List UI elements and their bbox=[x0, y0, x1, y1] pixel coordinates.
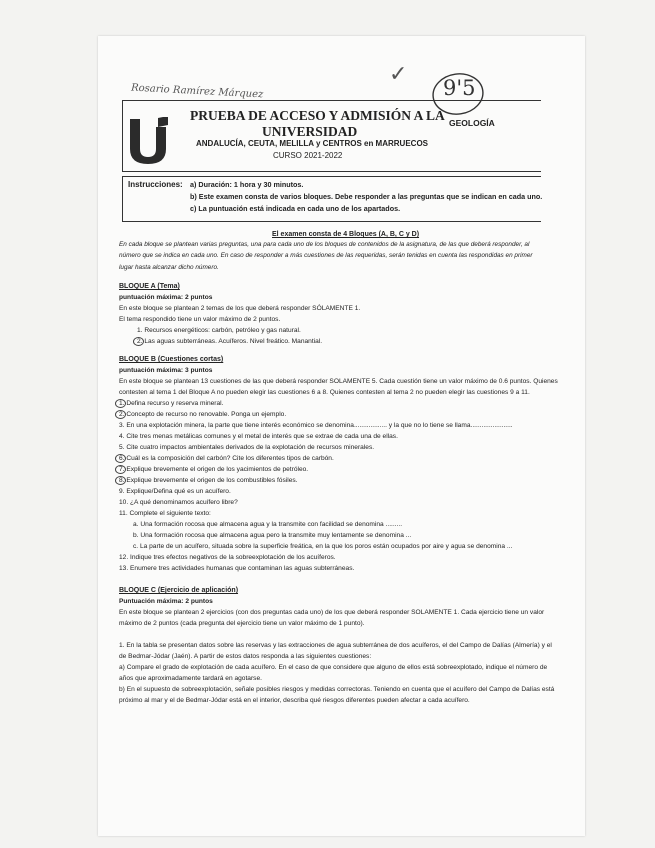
bloque-b-title: BLOQUE B (Cuestiones cortas) bbox=[119, 356, 224, 363]
selection-circle-icon bbox=[115, 465, 126, 474]
checkmark-icon: ✓ bbox=[389, 62, 408, 87]
exercise-line: a) Compare el grado de explotación de cada acuífero. En el caso de que considere que alguno de ellos está sobreexplotado, indique el número de bbox=[119, 664, 548, 671]
question-item: 9. Explique/Defina qué es un acuífero. bbox=[119, 488, 231, 495]
bloque-a-score: puntuación máxima: 2 puntos bbox=[119, 294, 213, 301]
question-item: 4. Cite tres menas metálicas comunes y el metal de interés que se extrae de cada una de ellas. bbox=[119, 433, 398, 440]
exam-title-line2: UNIVERSIDAD bbox=[262, 124, 358, 139]
question-item: 12. Indique tres efectos negativos de la sobreexplotación de los acuíferos. bbox=[119, 554, 336, 561]
grade-mark: 9'5 bbox=[443, 76, 476, 100]
question-item: 11. Complete el siguiente texto: bbox=[119, 510, 211, 517]
question-item: 6. Cuál es la composición del carbón? Cite los diferentes tipos de carbón. bbox=[119, 455, 334, 462]
bloque-c-line: En este bloque se plantean 2 ejercicios (con dos preguntas cada uno) de los que deberá responder SOLAMENTE 1. Cada ejercicio tiene un valor bbox=[119, 609, 545, 616]
intro-line: En cada bloque se plantean varias preguntas, una para cada uno de los bloques de contenidos de la asignatura, de las que deberá responder, al bbox=[119, 241, 530, 248]
instruction-item: b) Este examen consta de varios bloques. Debe responder a las preguntas que se indican en cada uno. bbox=[190, 192, 543, 201]
bloque-c-score: Puntuación máxima: 2 puntos bbox=[119, 598, 213, 605]
question-item: 10. ¿A qué denominamos acuífero libre? bbox=[119, 499, 238, 506]
exam-title: PRUEBA DE ACCESO Y ADMISIÓN A LA bbox=[190, 108, 445, 123]
exercise-line: próximo al mar y el de Bedmar-Jódar está en el interior, describa qué riesgos diferentes pueden afectar a cada acuífero. bbox=[119, 697, 470, 704]
question-item: 2. Concepto de recurso no renovable. Ponga un ejemplo. bbox=[119, 411, 287, 418]
exercise-line: de Bedmar-Jódar (Jaén). A partir de estos datos responda a las siguientes cuestiones: bbox=[119, 653, 372, 660]
exercise-line: b) En el supuesto de sobreexplotación, señale posibles riesgos y medidas correctoras. Teniendo en cuenta que el acuífero del Campo de Dalías está bbox=[119, 686, 555, 693]
selection-circle-icon bbox=[115, 476, 126, 485]
instructions-label: Instrucciones: bbox=[128, 180, 183, 189]
selection-circle-icon bbox=[133, 337, 144, 346]
intro-line: número que se indica en cada uno. En caso de responder a más cuestiones de las requeridas, serán tenidas en cuenta las respondidas en primer bbox=[119, 252, 533, 259]
question-item: 13. Enumere tres actividades humanas que contaminan las aguas subterráneas. bbox=[119, 565, 355, 572]
question-item: 5. Cite cuatro impactos ambientales derivados de la explotación de recursos minerales. bbox=[119, 444, 375, 451]
course-year: CURSO 2021-2022 bbox=[273, 151, 343, 160]
bloque-c-title: BLOQUE C (Ejercicio de aplicación) bbox=[119, 587, 239, 594]
selection-circle-icon bbox=[115, 454, 126, 463]
bloque-b-line: contesten al tema 1 del Bloque A no pueden elegir las cuestiones 6 a 8. Quienes contesten al tema 2 no pueden elegir las cuestiones 9 a 11. bbox=[119, 389, 530, 396]
question-subitem: a. Una formación rocosa que almacena agua y la transmite con facilidad se denomina ......... bbox=[133, 521, 403, 528]
student-name-handwriting: Rosario Ramírez Márquez bbox=[130, 82, 264, 101]
bloque-b-line: En este bloque se plantean 13 cuestiones de las que deberá responder SOLAMENTE 5. Cada cuestión tiene un valor máximo de 0.6 puntos. Quienes bbox=[119, 378, 558, 385]
subject-name: GEOLOGÍA bbox=[449, 118, 495, 128]
bloque-c-line: máximo de 2 puntos (cada pregunta del ejercicio tiene un valor máximo de 1 punto). bbox=[119, 620, 365, 627]
region-subtitle: ANDALUCÍA, CEUTA, MELILLA y CENTROS en MARRUECOS bbox=[196, 139, 428, 148]
selection-circle-icon bbox=[115, 399, 126, 408]
selection-circle-icon bbox=[115, 410, 126, 419]
question-item: 3. En una explotación minera, la parte que tiene interés económico se denomina.................. y la que no lo tiene se llama....................... bbox=[119, 422, 513, 429]
question-item: 7. Explique brevemente el origen de los yacimientos de petróleo. bbox=[119, 466, 309, 473]
question-item: 1. Defina recurso y reserva mineral. bbox=[119, 400, 224, 407]
exercise-line: 1. En la tabla se presentan datos sobre las reservas y las extracciones de agua subterránea de dos acuíferos, el del Campo de Dalías (Almería) y el bbox=[119, 642, 552, 649]
exercise-line: años que aproximadamente tardará en agotarse. bbox=[119, 675, 262, 682]
question-subitem: c. La parte de un acuífero, situada sobre la superficie freática, en la que los poros están ocupados por aire y agua se denomina ... bbox=[133, 543, 513, 550]
bloque-a-item: 1. Recursos energéticos: carbón, petróleo y gas natural. bbox=[137, 327, 301, 334]
bloque-a-item: 2. Las aguas subterráneas. Acuíferos. Nivel freático. Manantial. bbox=[137, 338, 323, 345]
instruction-item: c) La puntuación está indicada en cada uno de los apartados. bbox=[190, 204, 401, 213]
bloque-b-score: puntuación máxima: 3 puntos bbox=[119, 367, 213, 374]
intro-line: lugar hasta alcanzar dicho número. bbox=[119, 264, 219, 271]
intro-heading: El examen consta de 4 Bloques (A, B, C y D) bbox=[272, 231, 420, 238]
instruction-item: a) Duración: 1 hora y 30 minutos. bbox=[190, 180, 304, 189]
question-item: 8. Explique brevemente el origen de los combustibles fósiles. bbox=[119, 477, 298, 484]
bloque-a-line: El tema respondido tiene un valor máximo de 2 puntos. bbox=[119, 316, 281, 323]
bloque-a-line: En este bloque se plantean 2 temas de los que deberá responder SÓLAMENTE 1. bbox=[119, 305, 361, 312]
question-subitem: b. Una formación rocosa que almacena agua pero la transmite muy lentamente se denomina ... bbox=[133, 532, 412, 539]
bloque-a-title: BLOQUE A (Tema) bbox=[119, 283, 180, 290]
university-logo bbox=[128, 117, 168, 165]
